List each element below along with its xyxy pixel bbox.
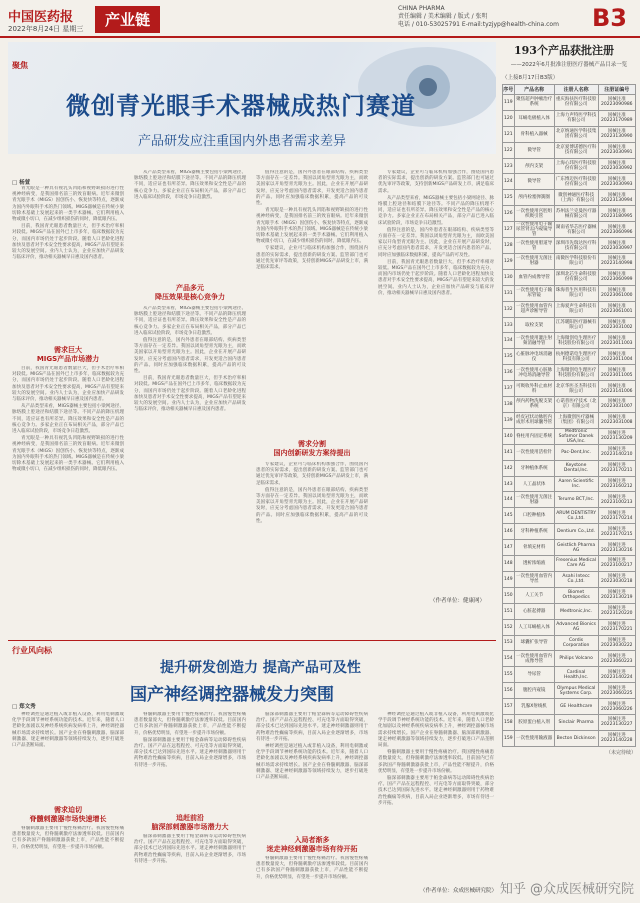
- news-col-2b: 脑深部刺激器主要用于帕金森病等运动障碍性疾病治疗。国产产品在远程程控、可充电等方面取得突破，部分技术已达到国际先进水平。迷走神经刺激器则用于药物难治性癫痫等疾病，目前入局企业逐渐增多，市场有待进一步开拓。: [134, 834, 246, 864]
- news-title-line2: 国产神经调控器械发力突围: [130, 685, 334, 705]
- table-row: [503, 365, 636, 381]
- table-row: [503, 254, 636, 270]
- table-cell: Fresenius Medical Care AG: [554, 556, 598, 572]
- table-row: [503, 556, 636, 572]
- table-cell: 国械注准20223011003: [598, 333, 635, 349]
- feature-col-2b: 从产品类型来看，MIGS器械主要包括小梁网途径、脉络膜上腔途径和结膜下途径等。不同产品的降压机理不同，适应证也有所差异。降压效果和安全性是产品的核心竞争力。多家企业正在布局相关产品，部分产品已进入临床试验阶段，市场竞争日趋激烈。 值得注意的是，国内外患者在眼部结构、疾病类型等方面存在一定差异。我国以闭角型青光眼为主，而欧美国家以开角型青光眼为主。因此，企业在开展产品研发时，应充分考虑国内患者需求，开发更适合国内患者的产品。同时应加强临床数据积累，提高产品的可及性。 目前，我国青光眼患者数量巨大，但手术治疗率相对较低。MIGS产品在国外已上市多年，临床数据较为充分，而国内市场仍处于起步阶段。随着人口老龄化进程加快及患者对手术安全性要求提高，MIGS产品有望迎来较大的发展空间。业内人士认为，企业应加快产品研发与临床评价，推动相关器械早日惠及国内患者。: [134, 306, 246, 413]
- table-cell: 一次性使用心脏脉冲电场消融导管: [514, 365, 554, 381]
- table-row: [503, 238, 636, 254]
- table-cell: 一次性使用电子输尿管镜: [514, 285, 554, 301]
- table-cell: 国械注进20223160212: [598, 476, 635, 492]
- table-cell: 国械注准20223180995: [598, 206, 635, 222]
- table-cell: 颅内栓塞弹簧圈: [514, 190, 554, 206]
- table-cell: 国械注准20223130990: [598, 126, 635, 142]
- table-cell: 国械注进20223170221: [598, 619, 635, 635]
- table-cell: 150: [503, 587, 515, 603]
- table-cell: 140: [503, 428, 515, 444]
- table-cell: 牙科种植系统: [514, 524, 554, 540]
- table-row: [503, 524, 636, 540]
- watermark: 知乎 @众成医械研究院: [499, 882, 634, 897]
- table-cell: 国械注准20223140998: [598, 254, 635, 270]
- table-cell: 国械注准20223011004: [598, 349, 635, 365]
- table-row: [503, 587, 636, 603]
- table-row: [503, 492, 636, 508]
- table-row: [503, 603, 636, 619]
- news-col-3b: 脊髓刺激器主要用于慢性疼痛治疗。我国慢性疼痛患者数量庞大，但脊髓刺激疗法渗透率较低。目前国内已有多款国产脊髓刺激器获批上市，产品性能不断提升，价格优势明显，有望进一步提升市场份额。: [256, 856, 368, 880]
- table-row: [503, 428, 636, 444]
- table-cell: 广东博迈医疗科技股份有限公司: [554, 174, 598, 190]
- table-cell: 国械注准20223011005: [598, 365, 635, 381]
- table-cell: 微导管: [514, 142, 554, 158]
- feature-byline: （作者单位：健康网）: [430, 598, 486, 604]
- table-cell: 国械注准20223030991: [598, 142, 635, 158]
- table-row: [503, 397, 636, 413]
- table-cell: 124: [503, 174, 515, 190]
- issue-date: 2022年8月24日 星期三: [8, 25, 84, 33]
- page-header: [0, 0, 640, 38]
- table-cell: 聚焦超声肿瘤治疗系统: [514, 95, 554, 111]
- table-cell: 国械注进20223060223: [598, 651, 635, 667]
- table-cell: 147: [503, 540, 515, 556]
- table-cell: 口腔种植体: [514, 508, 554, 524]
- table-cell: 取栓支架: [514, 317, 554, 333]
- table-cell: 上海力声特医学科技有限公司: [554, 110, 598, 126]
- table-cell: 156: [503, 683, 515, 699]
- table-row: [503, 126, 636, 142]
- table-cell: Advanced Bionics AG: [554, 619, 598, 635]
- table-cell: 122: [503, 142, 515, 158]
- feature-tag: 聚焦: [12, 61, 28, 70]
- table-row: [503, 269, 636, 285]
- table-header: 序号: [503, 85, 515, 95]
- table-cell: 国械注准20223031002: [598, 317, 635, 333]
- table-cell: 导尿管: [514, 667, 554, 683]
- table-cell: 国械注准20223060996: [598, 222, 635, 238]
- table-cell: 微导管: [514, 174, 554, 190]
- table-cell: 杭州德诺电生理医疗科技有限公司: [554, 349, 598, 365]
- table-cell: 132: [503, 301, 515, 317]
- table-cell: 国械注准20223141006: [598, 381, 635, 397]
- news-title-line1: 提升研发创造力 提高产品可及性: [160, 660, 361, 676]
- table-cell: 国械注进20223100213: [598, 492, 635, 508]
- table-row: [503, 174, 636, 190]
- table-cell: 国械注进20223030218: [598, 571, 635, 587]
- table-row: [503, 730, 636, 746]
- table-header: 注册证编号: [598, 85, 635, 95]
- news-col-1b: 脊髓刺激器主要用于慢性疼痛治疗。我国慢性疼痛患者数量庞大，但脊髓刺激疗法渗透率较低。目前国内已有多款国产脊髓刺激器获批上市，产品性能不断提升，价格优势明显，有望进一步提升市场份额。: [12, 826, 124, 850]
- table-cell: 145: [503, 508, 515, 524]
- table-cell: Philips Volcano: [554, 651, 598, 667]
- table-cell: Medtronic,Inc.: [554, 603, 598, 619]
- table-cell: 一次性使用胆道导管: [514, 238, 554, 254]
- feature-subhead-3: 需求分割 国内创新研发方案待提出: [273, 440, 351, 457]
- feature-col-1b: 目前，我国青光眼患者数量巨大，但手术治疗率相对较低。MIGS产品在国外已上市多年，临床数据较为充分，而国内市场仍处于起步阶段。随着人口老龄化进程加快及患者对手术安全性要求提高，MIGS产品有望迎来较大的发展空间。业内人士认为，企业应加快产品研发与临床评价，推动相关器械早日惠及国内患者。 从产品类型来看，MIGS器械主要包括小梁网途径、脉络膜上腔途径和结膜下途径等。不同产品的降压机理不同，适应证也有所差异。降压效果和安全性是产品的核心竞争力。多家企业正在布局相关产品，部分产品已进入临床试验阶段，市场竞争日趋激烈。 青光眼是一种具有视乳头凹陷和视野缺损的进行性视神经病变，是我国排名前三的致盲眼病。近年来微创青光眼手术（MIGS）因创伤小、恢复快等特点，逐渐成为国内外眼科手术的热门领域。MIGS器械是在传统小梁切除术基础上发展起来的一类手术器械。它们利用植入物或微小切口，在减少组织损伤的同时，降低眼内压。: [12, 366, 124, 473]
- table-cell: 121: [503, 126, 515, 142]
- table-cell: 133: [503, 317, 515, 333]
- table-cell: 国械注进20223130209: [598, 428, 635, 444]
- table-cell: 耳蜗电极植入体: [514, 110, 554, 126]
- table-row: [503, 317, 636, 333]
- table-cell: 134: [503, 333, 515, 349]
- news-col-4: 神经调控是通过植入或非植入设备，利用电刺激或化学手段调节神经系统功能的技术。近年来，随着人口老龄化加剧以及神经系统疾病发病率上升，神经调控器械市场需求持续增长。国产企业在脊髓刺激器、脑深部刺激器、迷走神经刺激器等领域持续发力，逐步打破进口产品垄断局面。 脊髓刺激器主要用于慢性疼痛治疗。我国慢性疼痛患者数量庞大，但脊髓刺激疗法渗透率较低。目前国内已有多款国产脊髓刺激器获批上市，产品性能不断提升，价格优势明显，有望进一步提升市场份额。 脑深部刺激器主要用于帕金森病等运动障碍性疾病治疗。国产产品在远程程控、可充电等方面取得突破，部分技术已达到国际先进水平。迷走神经刺激器则用于药物难治性癫痫等疾病，目前入局企业逐渐增多，市场有待进一步开拓。: [378, 712, 494, 806]
- table-cell: 138: [503, 397, 515, 413]
- table-cell: 可吸收外科止血材料: [514, 381, 554, 397]
- table-cell: 国械注进20223120220: [598, 603, 635, 619]
- table-row: [503, 301, 636, 317]
- table-row: [503, 714, 636, 730]
- table-cell: 126: [503, 206, 515, 222]
- table-cell: 158: [503, 714, 515, 730]
- table-cell: 159: [503, 730, 515, 746]
- table-cell: 154: [503, 651, 515, 667]
- table-cell: 上海微创医疗器械（集团）有限公司: [554, 412, 598, 428]
- table-cell: 透析浓缩液: [514, 556, 554, 572]
- table-cell: 江苏暖阳医疗器械有限公司: [554, 317, 598, 333]
- table-row: [503, 699, 636, 715]
- table-cell: 脊柱用内固定系统: [514, 428, 554, 444]
- table-cell: 心脏脉冲电场消融仪: [514, 349, 554, 365]
- table-cell: 南微医学科技股份有限公司: [554, 254, 598, 270]
- table-row: [503, 508, 636, 524]
- table-cell: 157: [503, 699, 515, 715]
- table-row: [503, 667, 636, 683]
- table-row: [503, 460, 636, 476]
- table-cell: 国械注进20223140210: [598, 444, 635, 460]
- table-cell: 国械注进20223130227: [598, 714, 635, 730]
- table-cell: 国械注进20223060225: [598, 683, 635, 699]
- table-row: [503, 381, 636, 397]
- table-cell: 137: [503, 381, 515, 397]
- feature-col-3: 值得注意的是，国内外患者在眼部结构、疾病类型等方面存在一定差异。我国以闭角型青光眼为主，而欧美国家以开角型青光眼为主。因此，企业在开展产品研发时，应充分考虑国内患者需求，开发更适合国内患者的产品。同时应加强临床数据积累，提高产品的可及性。 青光眼是一种具有视乳头凹陷和视野缺损的进行性视神经病变，是我国排名前三的致盲眼病。近年来微创青光眼手术（MIGS）因创伤小、恢复快等特点，逐渐成为国内外眼科手术的热门领域。MIGS器械是在传统小梁切除术基础上发展起来的一类手术器械。它们利用植入物或微小切口，在减少组织损伤的同时，降低眼内压。 专家建议，企业可与临床机构加强合作，围绕国内患者的实际需求，提出创新的研发方案。监管部门也可通过优先审评等政策，支持创新MIGS产品研发上市，满足临床需求。: [256, 170, 368, 271]
- table-cell: 上海微创电生理医疗科技股份有限公司: [554, 365, 598, 381]
- table-cell: 国械注准20223170989: [598, 110, 635, 126]
- table-cell: 国械注进20223030222: [598, 635, 635, 651]
- feature-col-2: 从产品类型来看，MIGS器械主要包括小梁网途径、脉络膜上腔途径和结膜下途径等。不同产品的降压机理不同，适应证也有所差异。降压效果和安全性是产品的核心竞争力。多家企业正在布局相关产品，部分产品已进入临床试验阶段，市场竞争日趋激烈。: [134, 170, 246, 200]
- table-row: [503, 110, 636, 126]
- table-cell: Cardinal Health,Inc.: [554, 667, 598, 683]
- table-cell: 119: [503, 95, 515, 111]
- table-cell: 125: [503, 190, 515, 206]
- table-cell: 123: [503, 158, 515, 174]
- table-cell: 152: [503, 619, 515, 635]
- table-row: [503, 349, 636, 365]
- table-cell: 深圳市先瑞达医疗科技有限公司: [554, 238, 598, 254]
- table-cell: 一次性使用宫腔组织吸引管: [514, 206, 554, 222]
- table-cell: 颅内支架: [514, 158, 554, 174]
- table-cell: 人工晶状体: [514, 476, 554, 492]
- table-cell: 130: [503, 269, 515, 285]
- table-cell: Geistlich Pharma AG: [554, 540, 598, 556]
- table-cell: Terumo BCT,Inc.: [554, 492, 598, 508]
- table-cell: 一次性使用输液器: [514, 730, 554, 746]
- table-cell: 牙种植体系统: [514, 460, 554, 476]
- table-cell: 一次性使用灌注射频消融导管: [514, 333, 554, 349]
- table-cell: 136: [503, 365, 515, 381]
- table-cell: 腹腔内窥镜: [514, 683, 554, 699]
- news-subhead-2: 追赶前沿 脑深部刺激器市场潜力大: [151, 814, 229, 831]
- table-cell: 国械注准20223031008: [598, 412, 635, 428]
- table-cell: GE Healthcare: [554, 699, 598, 715]
- table-cell: 国械注准20223061000: [598, 285, 635, 301]
- news-col-1: 神经调控是通过植入或非植入设备，利用电刺激或化学手段调节神经系统功能的技术。近年来，随着人口老龄化加剧以及神经系统疾病发病率上升，神经调控器械市场需求持续增长。国产企业在脊髓刺激器、脑深部刺激器、迷走神经刺激器等领域持续发力，逐步打破进口产品垄断局面。: [12, 712, 124, 749]
- approvals-panel: [502, 42, 636, 756]
- table-cell: 国械注准20223031007: [598, 397, 635, 413]
- table-cell: 143: [503, 476, 515, 492]
- table-cell: 国械注准20223090986: [598, 95, 635, 111]
- news-col-2: 脊髓刺激器主要用于慢性疼痛治疗。我国慢性疼痛患者数量庞大，但脊髓刺激疗法渗透率较低。目前国内已有多款国产脊髓刺激器获批上市，产品性能不断提升，价格优势明显，有望进一步提升市场份额。 脑深部刺激器主要用于帕金森病等运动障碍性疾病治疗。国产产品在远程程控、可充电等方面取得突破，部分技术已达到国际先进水平。迷走神经刺激器则用于药物难治性癫痫等疾病，目前入局企业逐渐增多，市场有待进一步开拓。: [134, 712, 246, 768]
- table-cell: 经皮冠状动脉腔内成形术用球囊导管: [514, 412, 554, 428]
- table-row: [503, 412, 636, 428]
- table-header: 注册人名称: [554, 85, 598, 95]
- table-cell: 128: [503, 238, 515, 254]
- table-row: [503, 158, 636, 174]
- table-cell: 144: [503, 492, 515, 508]
- table-cell: Aaren Scientific Inc.: [554, 476, 598, 492]
- table-cell: 血管内成像导管: [514, 269, 554, 285]
- table-cell: 一次性使用无菌注射器: [514, 254, 554, 270]
- news-subhead-1: 需求迫切 脊髓刺激器市场快速增长: [29, 806, 107, 823]
- table-cell: 胶原蛋白植入剂: [514, 714, 554, 730]
- table-row: [503, 95, 636, 111]
- feature-col-1: 青光眼是一种具有视乳头凹陷和视野缺损的进行性视神经病变，是我国排名前三的致盲眼病。近年来微创青光眼手术（MIGS）因创伤小、恢复快等特点，逐渐成为国内外眼科手术的热门领域。MIGS器械是在传统小梁切除术基础上发展起来的一类手术器械。它们利用植入物或微小切口，在减少组织损伤的同时，降低眼内压。 目前，我国青光眼患者数量巨大，但手术治疗率相对较低。MIGS产品在国外已上市多年，临床数据较为充分，而国内市场仍处于起步阶段。随着人口老龄化进程加快及患者对手术安全性要求提高，MIGS产品有望迎来较大的发展空间。业内人士认为，企业应加快产品研发与临床评价，推动相关器械早日惠及国内患者。: [12, 186, 124, 261]
- table-cell: 国械注进20223100217: [598, 556, 635, 572]
- table-header: 产品名称: [514, 85, 554, 95]
- table-cell: 国械注准20223060999: [598, 269, 635, 285]
- table-cell: 北京爱博诺德医疗科技有限公司: [554, 142, 598, 158]
- table-cell: 一次性使用活检针: [514, 444, 554, 460]
- table-cell: 149: [503, 571, 515, 587]
- table-cell: 国械注进20223140228: [598, 730, 635, 746]
- table-cell: Keystone Dental,Inc.: [554, 460, 598, 476]
- feature-col-3b: 专家建议，企业可与临床机构加强合作，围绕国内患者的实际需求，提出创新的研发方案。监管部门也可通过优先审评等政策，支持创新MIGS产品研发上市，满足临床需求。 值得注意的是，国内外患者在眼部结构、疾病类型等方面存在一定差异。我国以闭角型青光眼为主，而欧美国家以开角型青光眼为主。因此，企业在开展产品研发时，应充分考虑国内患者需求，开发更适合国内患者的产品。同时应加强临床数据积累，提高产品的可及性。: [256, 462, 368, 524]
- table-cell: 142: [503, 460, 515, 476]
- table-cell: 国械注进20223130216: [598, 540, 635, 556]
- feature-title: 微创青光眼手术器械成热门赛道: [66, 91, 416, 120]
- table-row: [503, 651, 636, 667]
- table-cell: 北京华医圣杰科技有限公司: [554, 381, 598, 397]
- table-row: [503, 635, 636, 651]
- table-cell: Olympus Medical Systems Corp.: [554, 683, 598, 699]
- news-byline: （作者单位：众成医械研究院）: [420, 888, 498, 894]
- table-cell: 上海爱声生命科技有限公司: [554, 301, 598, 317]
- table-row: [503, 190, 636, 206]
- feature-subhead-1: 需求巨大 MIGS产品市场潜力: [36, 346, 100, 363]
- table-row: [503, 285, 636, 301]
- table-cell: 120: [503, 110, 515, 126]
- table-cell: 一次性使用血管内导丝: [514, 571, 554, 587]
- table-cell: 国械注准20223130994: [598, 190, 635, 206]
- table-cell: Sinclair Pharma: [554, 714, 598, 730]
- table-cell: 珠海普生医用科技有限公司: [554, 285, 598, 301]
- table-cell: 国械注进20223170215: [598, 524, 635, 540]
- table-cell: 国械注进20223170214: [598, 508, 635, 524]
- table-row: [503, 222, 636, 238]
- table-cell: Biomet Orthopedics: [554, 587, 598, 603]
- table-cell: 骨填充材料: [514, 540, 554, 556]
- table-cell: 135: [503, 349, 515, 365]
- approvals-footer: （未完待续）: [605, 749, 636, 756]
- feature-author: □ 杨萱: [12, 180, 31, 186]
- table-cell: 微创神通医疗科技（上海）有限公司: [554, 190, 598, 206]
- table-cell: Asahi Intecc Co.,Ltd.: [554, 571, 598, 587]
- table-cell: 155: [503, 667, 515, 683]
- news-tag: 行业风向标: [12, 646, 52, 655]
- table-cell: 国械注准20223061001: [598, 301, 635, 317]
- page-number: B3: [592, 4, 627, 32]
- table-cell: 上海心玮医疗科技股份有限公司: [554, 158, 598, 174]
- table-row: [503, 619, 636, 635]
- news-col-3: 脑深部刺激器主要用于帕金森病等运动障碍性疾病治疗。国产产品在远程程控、可充电等方面取得突破，部分技术已达到国际先进水平。迷走神经刺激器则用于药物难治性癫痫等疾病，目前入局企业逐渐增多，市场有待进一步开拓。 神经调控是通过植入或非植入设备，利用电刺激或化学手段调节神经系统功能的技术。近年来，随着人口老龄化加剧以及神经系统疾病发病率上升，神经调控器械市场需求持续增长。国产企业在脊髓刺激器、脑深部刺激器、迷走神经刺激器等领域持续发力，逐步打破进口产品垄断局面。: [256, 712, 368, 781]
- table-cell: Pac-Dent,Inc.: [554, 444, 598, 460]
- news-subhead-3: 入局者渐多 迷走神经刺激器市场有待开拓: [266, 836, 358, 853]
- table-cell: Cordis Corporation: [554, 635, 598, 651]
- newspaper-logo: 中国医药报: [8, 10, 74, 25]
- table-cell: 国械注进20223130219: [598, 587, 635, 603]
- table-row: [503, 540, 636, 556]
- table-row: [503, 444, 636, 460]
- table-cell: 129: [503, 254, 515, 270]
- feature-banner: [8, 42, 496, 154]
- table-row: [503, 571, 636, 587]
- table-cell: 139: [503, 412, 515, 428]
- table-cell: 颅内药物洗脱支架系统: [514, 397, 554, 413]
- approvals-note: （上接8月17日B3版）: [502, 75, 559, 81]
- table-cell: 国械注准20223030992: [598, 158, 635, 174]
- table-cell: 131: [503, 285, 515, 301]
- table-cell: 国械注进20223060226: [598, 699, 635, 715]
- table-cell: 国械注准20223030997: [598, 238, 635, 254]
- table-cell: 141: [503, 444, 515, 460]
- table-cell: Dentium Co.,Ltd.: [554, 524, 598, 540]
- table-row: [503, 142, 636, 158]
- table-cell: 127: [503, 222, 515, 238]
- approvals-subtitle: ——2022年6月批准注册医疗器械产品目录一览: [510, 62, 628, 68]
- table-cell: 一次性使用电子输尿管肾盂内窥镜导管: [516, 222, 553, 238]
- section-label: 产业链: [95, 6, 160, 33]
- table-cell: 心诺普医疗技术（北京）有限公司: [554, 397, 598, 413]
- news-author: □ 郑文秀: [12, 704, 36, 710]
- approvals-table: [502, 84, 636, 747]
- table-cell: 深圳北芯生命科技股份有限公司: [554, 269, 598, 285]
- table-cell: 国械注准20223030993: [598, 174, 635, 190]
- table-cell: 151: [503, 603, 515, 619]
- table-cell: 146: [503, 524, 515, 540]
- table-cell: 人工关节: [514, 587, 554, 603]
- table-cell: 乳腺X射线机: [514, 699, 554, 715]
- table-cell: ARUM DENTISTRY Co.,Ltd.: [554, 508, 598, 524]
- feature-col-4: 专家建议，企业可与临床机构加强合作，围绕国内患者的实际需求，提出创新的研发方案。监管部门也可通过优先审评等政策，支持创新MIGS产品研发上市，满足临床需求。 从产品类型来看，MIGS器械主要包括小梁网途径、脉络膜上腔途径和结膜下途径等。不同产品的降压机理不同，适应证也有所差异。降压效果和安全性是产品的核心竞争力。多家企业正在布局相关产品，部分产品已进入临床试验阶段，市场竞争日趋激烈。 值得注意的是，国内外患者在眼部结构、疾病类型等方面存在一定差异。我国以闭角型青光眼为主，而欧美国家以开角型青光眼为主。因此，企业在开展产品研发时，应充分考虑国内患者需求，开发更适合国内患者的产品。同时应加强临床数据积累，提高产品的可及性。 目前，我国青光眼患者数量巨大，但手术治疗率相对较低。MIGS产品在国外已上市多年，临床数据较为充分，而国内市场仍处于起步阶段。随着人口老龄化进程加快及患者对手术安全性要求提高，MIGS产品有望迎来较大的发展空间。业内人士认为，企业应加快产品研发与临床评价，推动相关器械早日惠及国内患者。: [378, 170, 494, 296]
- table-cell: 球囊扩张导管: [514, 635, 554, 651]
- table-cell: Becton Dickinson: [554, 730, 598, 746]
- table-cell: 上海微创电生理医疗科技股份有限公司: [554, 333, 598, 349]
- table-cell: 一次性使用无菌注射器: [514, 492, 554, 508]
- table-cell: 骨科植入器械: [514, 126, 554, 142]
- table-cell: 北京纳通医学科技集团有限公司: [554, 126, 598, 142]
- table-cell: 国械注进20223140224: [598, 667, 635, 683]
- table-cell: 人工耳蜗植入体: [514, 619, 554, 635]
- table-cell: 148: [503, 556, 515, 572]
- table-cell: 153: [503, 635, 515, 651]
- table-cell: 国械注进20223170211: [598, 460, 635, 476]
- table-row: [503, 683, 636, 699]
- feature-subhead-2: 产品多元 降压效果是核心竞争力: [155, 284, 225, 301]
- table-cell: 重庆海扶医疗科技股份有限公司: [554, 95, 598, 111]
- table-cell: 心脏起搏器: [514, 603, 554, 619]
- table-row: [503, 206, 636, 222]
- table-cell: 一次性使用血管内超声诊断导管: [514, 301, 554, 317]
- table-cell: 苏州法兰克曼医疗器械有限公司: [554, 206, 598, 222]
- table-cell: Medtronic Sofamor Danek USA,Inc.: [554, 428, 598, 444]
- masthead: CHINA PHARMA 责任编辑 / 美术编辑 / 版式 / 张明 电话 / 010-53025791 E-mail:tyzjyp@health-china.com: [398, 5, 559, 28]
- table-row: [503, 333, 636, 349]
- table-cell: 湖南省华芯医疗器械有限公司: [554, 222, 598, 238]
- section-divider: [8, 640, 496, 641]
- approvals-title: 193个产品获批注册: [514, 44, 614, 57]
- table-cell: 一次性使用血管内成像导管: [514, 651, 554, 667]
- table-row: [503, 476, 636, 492]
- feature-subtitle: 产品研发应注重国内外患者需求差异: [138, 134, 347, 149]
